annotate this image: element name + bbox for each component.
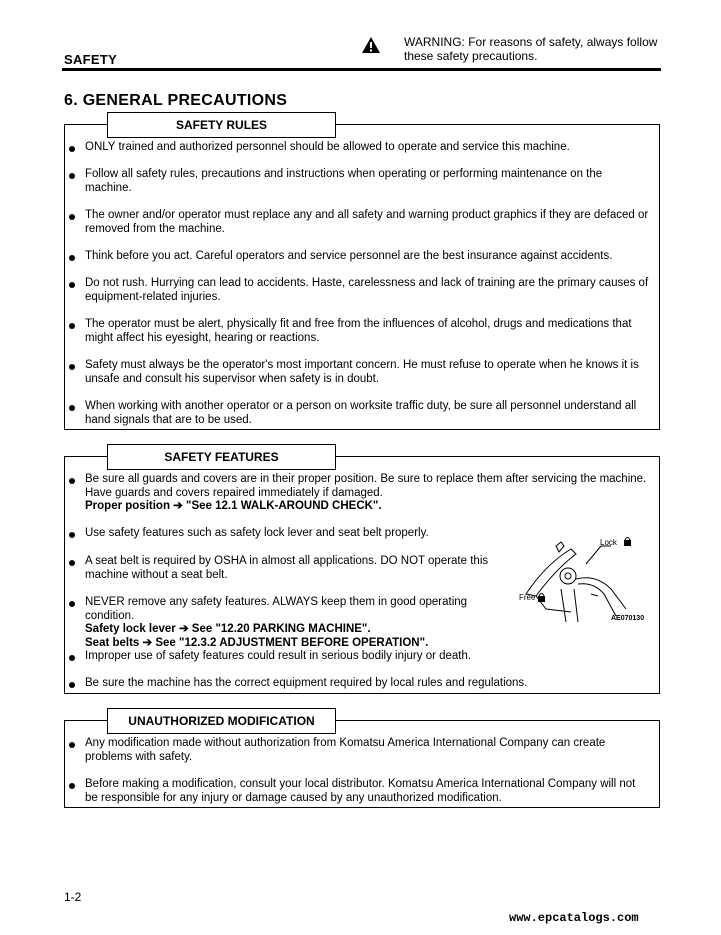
list-item-line: Any modification made without authorization from Komatsu America International Company can create: [85, 737, 606, 749]
list-item-line: Follow all safety rules, precautions and instructions when operating or performing maintenance on the: [85, 168, 603, 180]
warning-triangle-icon: [361, 36, 381, 54]
bullet-icon: [69, 742, 75, 748]
bullet-icon: [69, 146, 75, 152]
bullet-icon: [69, 601, 75, 607]
list-item-line: Safety must always be the operator's most important concern. He must refuse to operate when he knows it is: [85, 359, 639, 371]
list-item-line: ONLY trained and authorized personnel should be allowed to operate and service this machine.: [85, 141, 570, 153]
bullet-icon: [69, 655, 75, 661]
footer-url: www.epcatalogs.com: [509, 911, 639, 925]
bullet-icon: [69, 405, 75, 411]
bullet-icon: [69, 282, 75, 288]
list-item-line: might affect his eyesight, hearing or reactions.: [85, 331, 320, 344]
bullet-icon: [69, 560, 75, 566]
warning-text: WARNING: For reasons of safety, always follow these safety precautions.: [404, 35, 658, 63]
bullet-icon: [69, 323, 75, 329]
lock-lever-illustration: [516, 534, 646, 626]
bullet-icon: [69, 214, 75, 220]
list-item-line: problems with safety.: [85, 750, 193, 763]
list-item-line: removed from the machine.: [85, 222, 225, 235]
list-item-line: machine.: [85, 181, 132, 194]
bullet-icon: [69, 682, 75, 688]
list-item-line: The operator must be alert, physically fit and free from the influences of alcohol, drugs and medications that: [85, 318, 632, 330]
list-item-line: Before making a modification, consult your local distributor. Komatsu America International Company will not: [85, 778, 636, 790]
bullet-icon: [69, 783, 75, 789]
list-item-line: unsafe and consult his supervisor when safety is in doubt.: [85, 372, 380, 385]
unauthorized-label: UNAUTHORIZED MODIFICATION: [107, 708, 336, 734]
list-item-line: Do not rush. Hurrying can lead to accidents. Haste, carelessness and lack of training are the primary causes of: [85, 277, 649, 289]
page-title: 6. GENERAL PRECAUTIONS: [64, 92, 288, 109]
list-item-line: hand signals that are to be used.: [85, 413, 252, 426]
list-item-line: equipment-related injuries.: [85, 290, 221, 303]
bullet-icon: [69, 364, 75, 370]
bullet-icon: [69, 255, 75, 261]
bullet-icon: [69, 532, 75, 538]
list-item-line: The owner and/or operator must replace any and all safety and warning product graphics if they are defaced or: [85, 209, 649, 221]
header-rule: [62, 68, 661, 71]
list-item-line: be responsible for any injury or damage caused by any unauthorized modification.: [85, 791, 502, 804]
page-number: 1-2: [64, 890, 82, 904]
figure-code: AE070130: [611, 615, 645, 622]
bullet-icon: [69, 478, 75, 484]
figure-label-free: Free: [519, 593, 536, 602]
section-header: SAFETY: [64, 52, 118, 67]
safety-rules-label: SAFETY RULES: [107, 112, 336, 138]
list-item-line: When working with another operator or a person on worksite traffic duty, be sure all personnel understand all: [85, 400, 637, 412]
figure-label-lock: Lock: [600, 538, 617, 547]
bullet-icon: [69, 173, 75, 179]
safety-features-label: SAFETY FEATURES: [107, 444, 336, 470]
list-item-line: Think before you act. Careful operators and service personnel are the best insurance against accidents.: [85, 250, 613, 262]
